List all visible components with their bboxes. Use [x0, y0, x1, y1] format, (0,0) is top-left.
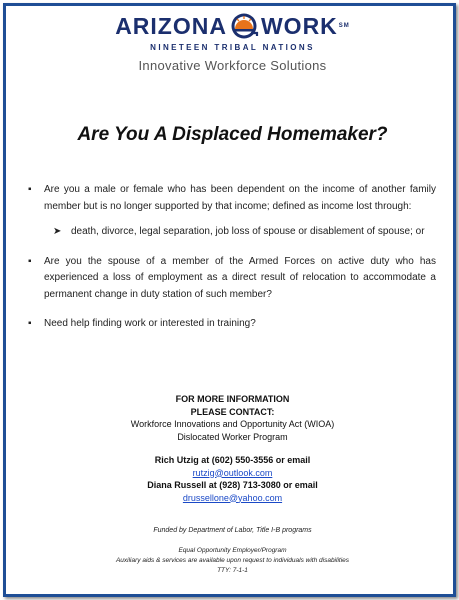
email-link-1[interactable]: rutzig@outlook.com [192, 467, 273, 478]
logo-trademark: SM [338, 23, 350, 29]
logo-wordmark [6, 12, 459, 40]
contact-subheading: PLEASE CONTACT: [190, 406, 275, 417]
list-item [26, 254, 436, 304]
at-sun-icon [229, 12, 259, 40]
email-link-2[interactable]: drussellone@yahoo.com [182, 492, 283, 503]
sub-list-item [26, 224, 436, 241]
eligibility-questions [26, 182, 436, 333]
eeo-statement: Equal Opportunity Employer/Program [178, 547, 287, 554]
logo-right-word: WORK [260, 13, 338, 39]
page-title: Are You A Displaced Homemaker? [77, 124, 388, 145]
aux-aids-statement: Auxiliary aids & services are available upon request to individuals with disabilities [115, 557, 350, 564]
funding-note: Funded by Department of Labor, Title I-B programs [153, 527, 312, 534]
bullet-text-military-spouse: Are you the spouse of a member of the Armed Forces on active duty who has experienced a loss of employment as a direct result of relocation to accommodate a permanent change in duty station of such member? [44, 255, 436, 300]
flyer-frame [3, 3, 456, 597]
contact-person-2: Diana Russell at (928) 713-3080 or email [147, 480, 318, 490]
logo-left-word: ARIZONA [115, 13, 227, 39]
contact-heading: FOR MORE INFORMATION [175, 394, 290, 404]
footer [6, 526, 459, 576]
logo-tagline: Innovative Workforce Solutions [138, 58, 327, 73]
arrow-bullet-icon: ➤ [53, 226, 62, 237]
program-subname: Dislocated Worker Program [177, 431, 288, 442]
contact-section [6, 393, 459, 504]
bullet-text-income-loss: Are you a male or female who has been dependent on the income of another family member but is no longer supported by that income; defined as income lost through: [44, 184, 436, 212]
bullet-text-need-help: Need help finding work or interested in training? [44, 318, 256, 329]
bullet-text-loss-reasons: death, divorce, legal separation, job loss of spouse or disablement of spouse; or [71, 226, 425, 237]
list-item [26, 316, 436, 333]
tty-number: TTY: 7-1-1 [217, 567, 248, 574]
program-name: Workforce Innovations and Opportunity Act (WIOA) [130, 419, 335, 429]
logo-subtitle: NINETEEN TRIBAL NATIONS [150, 43, 315, 52]
arizona-at-work-logo [6, 12, 459, 73]
list-item [26, 182, 436, 215]
contact-person-1: Rich Utzig at (602) 550-3556 or email [154, 455, 311, 465]
